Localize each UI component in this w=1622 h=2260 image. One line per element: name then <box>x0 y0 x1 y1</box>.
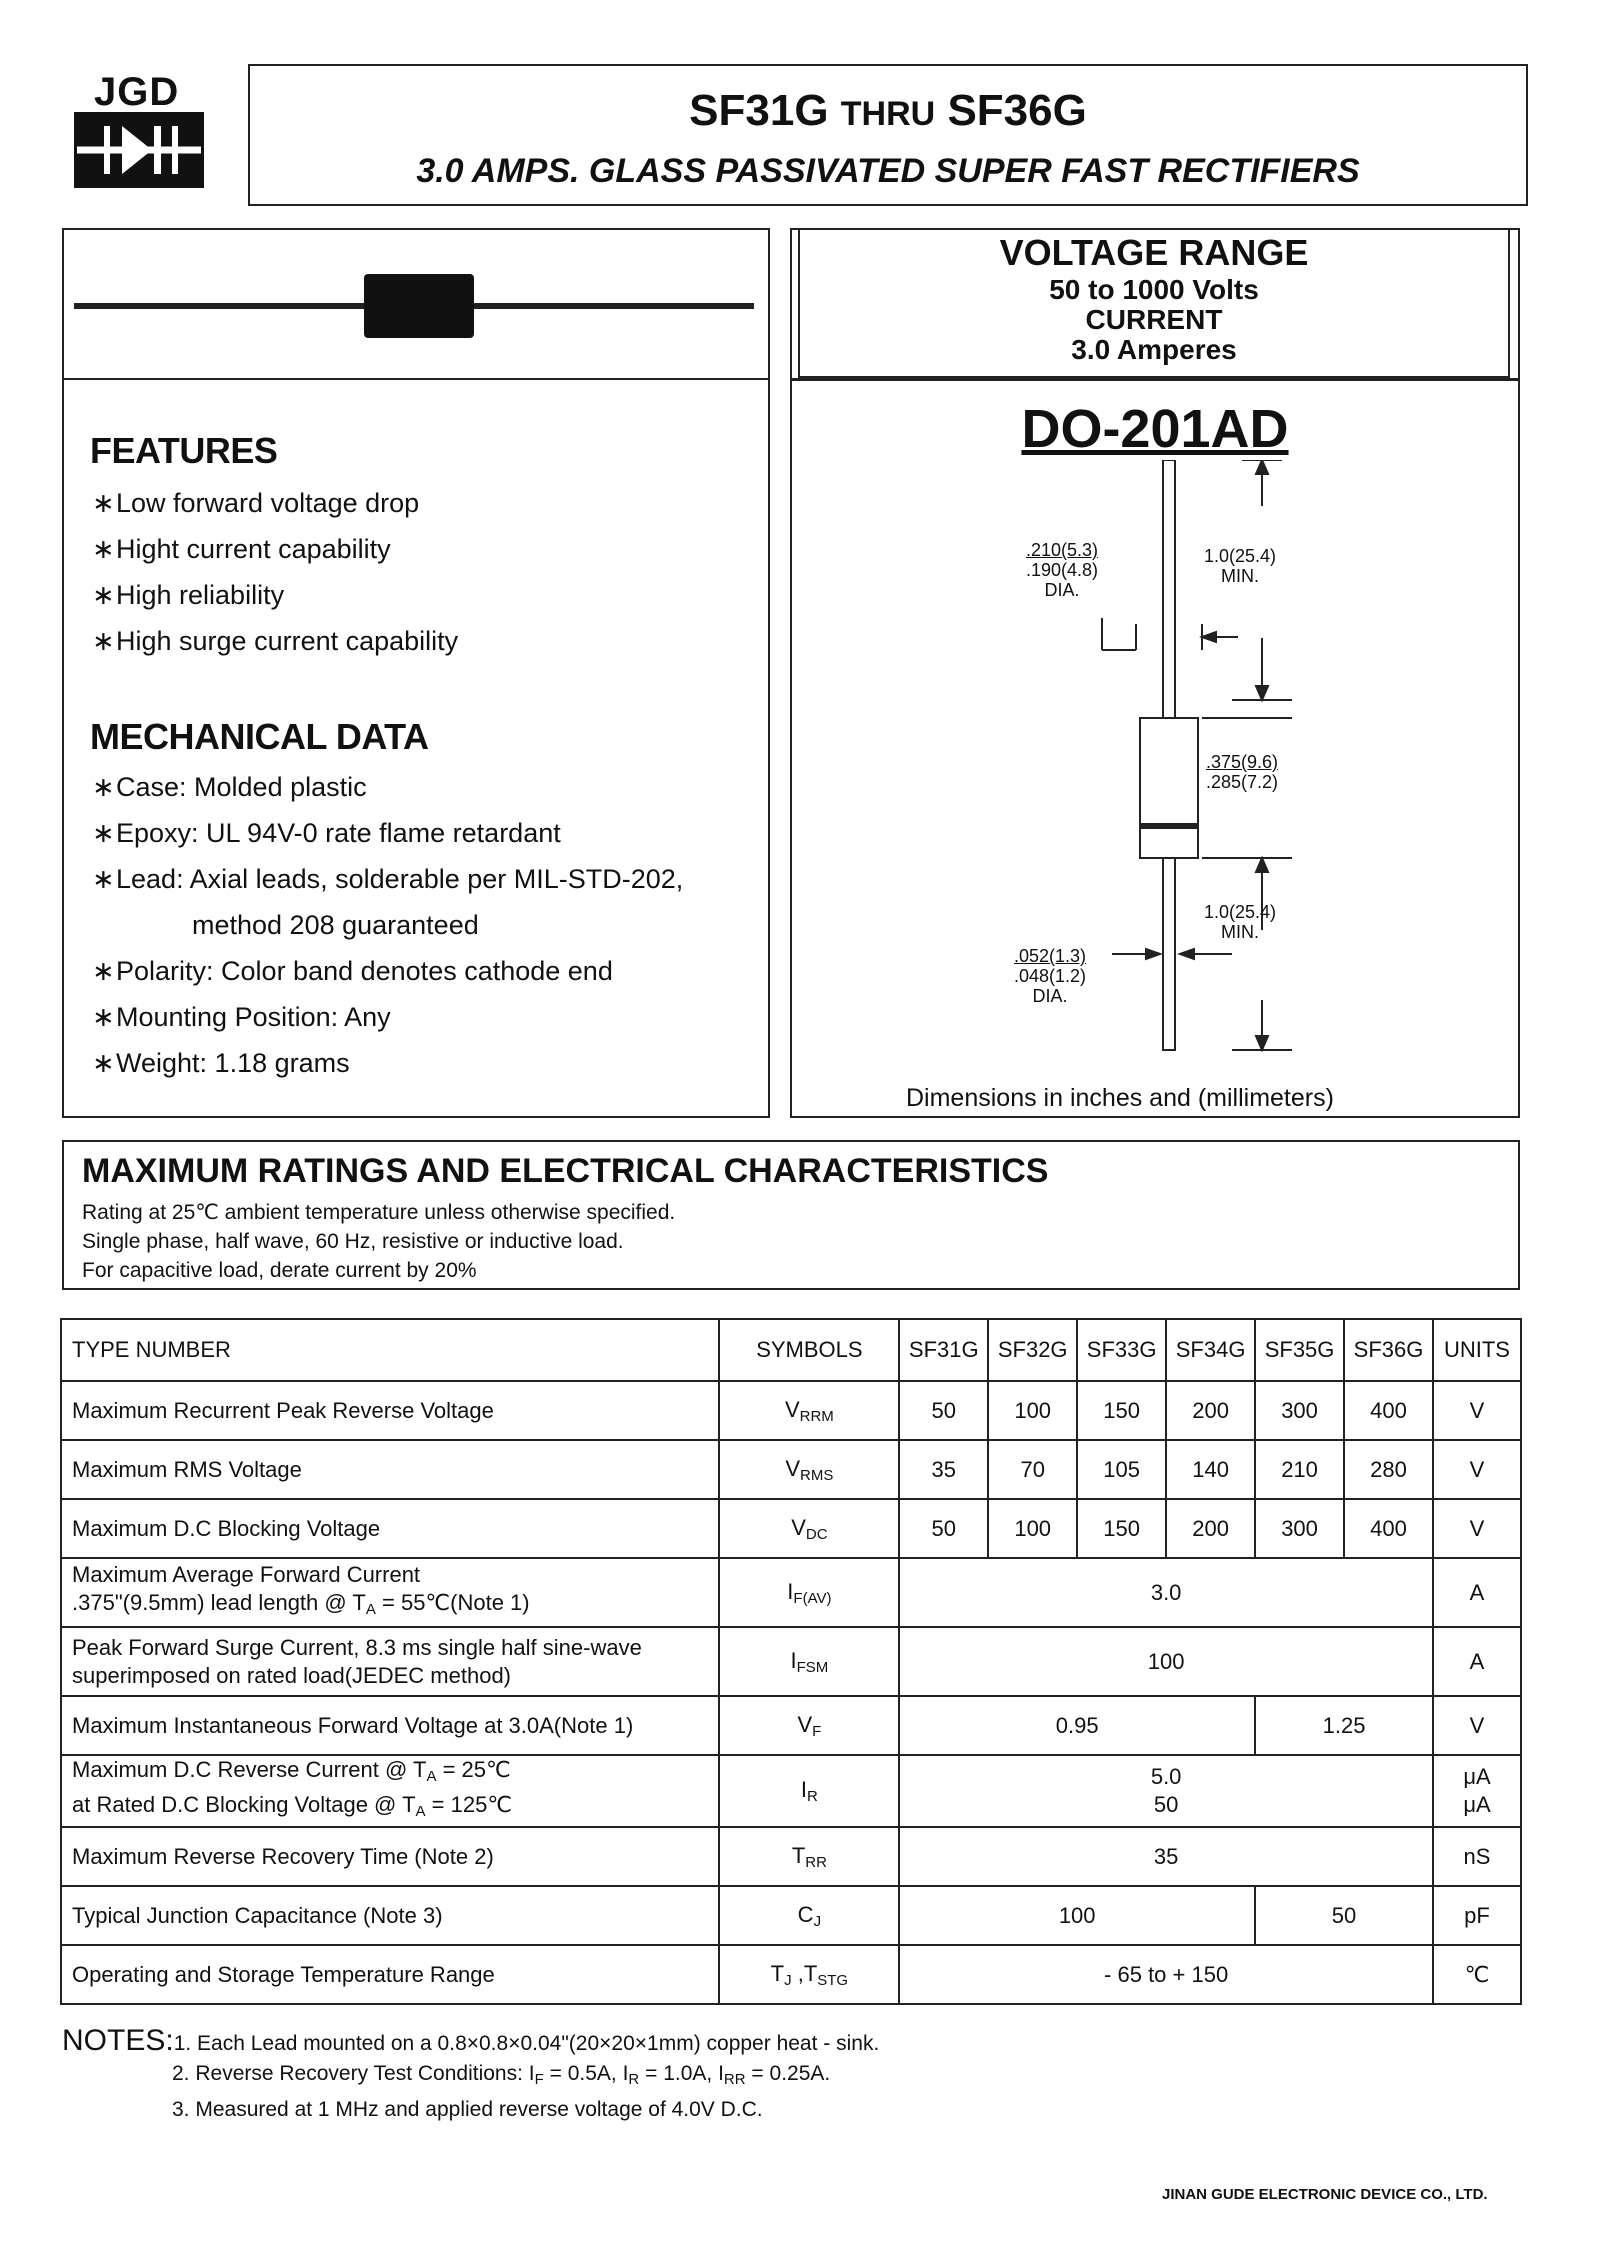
note-1: 1. Each Lead mounted on a 0.8×0.8×0.04"(20×20×1mm) copper heat - sink. <box>173 2032 880 2055</box>
range-divider <box>792 378 1518 381</box>
unit-cell: A <box>1433 1558 1521 1627</box>
table-row <box>61 1755 1521 1827</box>
part-header: SF34G <box>1166 1319 1255 1381</box>
param-cell: Maximum Average Forward Current .375"(9.5mm) lead length @ $T_A$ = 55℃(Note 1) <box>61 1558 719 1627</box>
package-name: DO-201AD <box>1021 399 1289 459</box>
value-cell: 50 <box>899 1499 988 1558</box>
part-header: SF35G <box>1255 1319 1344 1381</box>
range-current: 3.0 Amperes <box>1071 334 1237 365</box>
value-cell: 35 <box>899 1827 1433 1886</box>
param-cell: Maximum Reverse Recovery Time (Note 2) <box>61 1827 719 1886</box>
symbols-header: SYMBOLS <box>719 1319 899 1381</box>
unit-cell: V <box>1433 1696 1521 1755</box>
logo <box>72 70 212 192</box>
part-from: SF31G <box>689 86 829 135</box>
dim-body-dia: .210(5.3) .190(4.8) DIA. <box>1026 540 1099 600</box>
symbol-cell: $C_J$ <box>719 1886 899 1945</box>
dimensions-caption: Dimensions in inches and (millimeters) <box>906 1084 1334 1112</box>
symbol-cell: $T_J$ $,T_{STG}$ <box>719 1945 899 2004</box>
param-cell: Typical Junction Capacitance (Note 3) <box>61 1886 719 1945</box>
symbol-cell: $V_{DC}$ <box>719 1499 899 1558</box>
param-cell: Maximum RMS Voltage <box>61 1440 719 1499</box>
value-cell: 0.95 <box>899 1696 1255 1755</box>
list-item: ∗Low forward voltage drop <box>92 488 420 518</box>
unit-cell: V <box>1433 1499 1521 1558</box>
unit-cell: μA μA <box>1433 1755 1521 1827</box>
value-cell: 50 <box>899 1381 988 1440</box>
dim-body-length: .375(9.6) .285(7.2) <box>1206 752 1279 792</box>
list-item-cont: method 208 guaranteed <box>192 910 479 940</box>
units-header: UNITS <box>1433 1319 1521 1381</box>
page-subtitle: 3.0 AMPS. GLASS PASSIVATED SUPER FAST RECTIFIERS <box>416 152 1360 190</box>
table-row <box>61 1886 1521 1945</box>
spec-table <box>60 1318 1522 2005</box>
symbol-cell: $V_{RMS}$ <box>719 1440 899 1499</box>
features-heading: FEATURES <box>90 430 278 471</box>
list-item: ∗Lead: Axial leads, solderable per MIL-STD-202, <box>92 864 684 894</box>
diode-divider <box>64 378 768 380</box>
range-title: VOLTAGE RANGE <box>999 232 1309 273</box>
unit-cell: ℃ <box>1433 1945 1521 2004</box>
table-row <box>61 1381 1521 1440</box>
logo-text: JGD <box>94 70 180 114</box>
mechanical-list <box>92 764 683 1086</box>
symbol-cell: $I_R$ <box>719 1755 899 1827</box>
table-row <box>61 1696 1521 1755</box>
part-header: SF33G <box>1077 1319 1166 1381</box>
list-item: ∗Case: Molded plastic <box>92 772 367 802</box>
features-panel <box>62 228 770 1118</box>
list-item: ∗Weight: 1.18 grams <box>92 1048 350 1078</box>
notes-heading: NOTES: <box>62 2024 174 2057</box>
symbol-cell: $V_{RRM}$ <box>719 1381 899 1440</box>
symbol-cell: $I_{FSM}$ <box>719 1627 899 1696</box>
value-cell: 400 <box>1344 1381 1433 1440</box>
features-list <box>92 480 458 664</box>
ratings-box <box>62 1140 1520 1290</box>
ratings-notes: Rating at 25℃ ambient temperature unless otherwise specified. Single phase, half wave, 60 Hz, resistive or inductive load. For capacitive load, derate current by 20% <box>82 1201 676 1282</box>
param-cell: Maximum Recurrent Peak Reverse Voltage <box>61 1381 719 1440</box>
table-row <box>61 1499 1521 1558</box>
symbol-cell: $V_F$ <box>719 1696 899 1755</box>
type-number-header: TYPE NUMBER <box>61 1319 719 1381</box>
list-item: ∗Mounting Position: Any <box>92 1002 391 1032</box>
page-title <box>250 86 1526 136</box>
table-row <box>61 1440 1521 1499</box>
package-panel <box>790 228 1520 1118</box>
note-2: 2. Reverse Recovery Test Conditions: $I_F = 0.5A$, $I_R = 1.0A$, $I_{RR} = 0.25A$. <box>172 2062 831 2088</box>
value-cell: 100 <box>899 1886 1255 1945</box>
value-cell: 105 <box>1077 1440 1166 1499</box>
unit-cell: V <box>1433 1381 1521 1440</box>
value-cell: 200 <box>1166 1499 1255 1558</box>
value-cell: 140 <box>1166 1440 1255 1499</box>
value-cell: 70 <box>988 1440 1077 1499</box>
value-cell: 280 <box>1344 1440 1433 1499</box>
param-cell: Maximum D.C Blocking Voltage <box>61 1499 719 1558</box>
table-row <box>61 1827 1521 1886</box>
range-voltage: 50 to 1000 Volts <box>1049 274 1259 305</box>
title-box <box>248 64 1528 206</box>
list-item: ∗Polarity: Color band denotes cathode end <box>92 956 613 986</box>
value-cell: 50 <box>1255 1886 1433 1945</box>
mechanical-heading: MECHANICAL DATA <box>90 716 429 757</box>
part-to: SF36G <box>947 86 1087 135</box>
value-cell: 400 <box>1344 1499 1433 1558</box>
value-cell: 35 <box>899 1440 988 1499</box>
value-cell: 1.25 <box>1255 1696 1433 1755</box>
value-cell: 100 <box>988 1381 1077 1440</box>
table-row <box>61 1627 1521 1696</box>
part-header: SF31G <box>899 1319 988 1381</box>
param-cell: Maximum Instantaneous Forward Voltage at 3.0A(Note 1) <box>61 1696 719 1755</box>
company-footer: JINAN GUDE ELECTRONIC DEVICE CO., LTD. <box>1162 2186 1488 2203</box>
range-current-label: CURRENT <box>1085 304 1223 335</box>
value-cell: 200 <box>1166 1381 1255 1440</box>
unit-cell: A <box>1433 1627 1521 1696</box>
value-cell: 300 <box>1255 1381 1344 1440</box>
dim-lead-length-bottom: 1.0(25.4) MIN. <box>1204 902 1277 942</box>
symbol-cell: $T_{RR}$ <box>719 1827 899 1886</box>
package-outline-drawing <box>792 460 1518 1060</box>
part-header: SF32G <box>988 1319 1077 1381</box>
value-cell: 100 <box>899 1627 1433 1696</box>
param-cell: Maximum D.C Reverse Current @ $T_A$ = 25℃ at Rated D.C Blocking Voltage @ $T_A$ = 125℃ <box>61 1755 719 1827</box>
diode-logo-icon <box>74 112 204 188</box>
param-cell: Peak Forward Surge Current, 8.3 ms single half sine-wave superimposed on rated load(JEDEC method) <box>61 1627 719 1696</box>
table-row <box>61 1558 1521 1627</box>
part-header: SF36G <box>1344 1319 1433 1381</box>
ratings-title: MAXIMUM RATINGS AND ELECTRICAL CHARACTERISTICS <box>82 1152 1049 1190</box>
list-item: ∗Epoxy: UL 94V-0 rate flame retardant <box>92 818 561 848</box>
value-cell: 150 <box>1077 1499 1166 1558</box>
notes <box>62 2026 879 2125</box>
value-cell: - 65 to + 150 <box>899 1945 1433 2004</box>
range-box <box>798 230 1510 378</box>
unit-cell: V <box>1433 1440 1521 1499</box>
unit-cell: nS <box>1433 1827 1521 1886</box>
dim-lead-length-top: 1.0(25.4) MIN. <box>1204 546 1277 586</box>
note-3: 3. Measured at 1 MHz and applied reverse voltage of 4.0V D.C. <box>172 2098 763 2121</box>
value-cell: 150 <box>1077 1381 1166 1440</box>
list-item: ∗High surge current capability <box>92 626 459 656</box>
dim-lead-dia: .052(1.3) .048(1.2) DIA. <box>1014 946 1087 1006</box>
list-item: ∗High reliability <box>92 580 285 610</box>
value-cell: 300 <box>1255 1499 1344 1558</box>
list-item: ∗Hight current capability <box>92 534 391 564</box>
value-cell: 210 <box>1255 1440 1344 1499</box>
value-cell: 5.0 50 <box>899 1755 1433 1827</box>
symbol-cell: $I_{F(AV)}$ <box>719 1558 899 1627</box>
table-row <box>61 1945 1521 2004</box>
diode-image <box>74 270 754 340</box>
param-cell: Operating and Storage Temperature Range <box>61 1945 719 2004</box>
table-header-row <box>61 1319 1521 1381</box>
value-cell: 100 <box>988 1499 1077 1558</box>
unit-cell: pF <box>1433 1886 1521 1945</box>
thru-label: THRU <box>840 95 936 133</box>
value-cell: 3.0 <box>899 1558 1433 1627</box>
